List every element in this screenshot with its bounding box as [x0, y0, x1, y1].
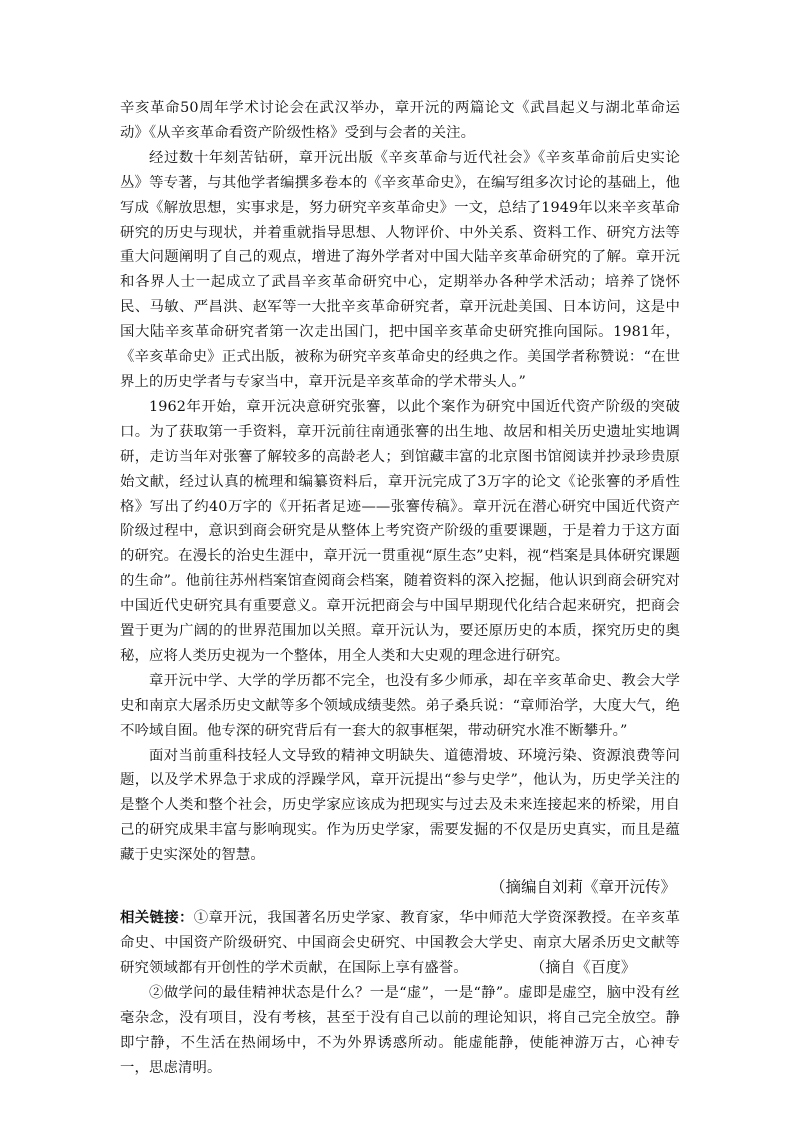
- article-source: （摘编自刘莉《章开沅传》: [489, 879, 676, 897]
- related-link-2: ②做学问的最佳精神状态是什么？一是“虚”，一是“静”。虚即是虚空，脑中没有丝毫杂念，没有项目，没有考核，甚至于没有自己以前的理论知识，将自己完全放空。静即宁静，不生活在热闹场中，不为外界诱惑所动。能虚能静，使能神游万古，心神专一，思虑清明。: [120, 984, 680, 1076]
- paragraph-1: 辛亥革命50周年学术讨论会在武汉举办，章开沅的两篇论文《武昌起义与湖北革命运动》《从辛亥革命看资产阶级性格》受到与会者的关注。: [120, 100, 680, 141]
- paragraph-3: 1962年开始，章开沅决意研究张謇，以此个案作为研究中国近代资产阶级的突破口。为了获取第一手资料，章开沅前往南通张謇的出生地、故居和相关历史遗址实地调研，走访当年对张謇了解较多的高龄老人；到馆藏丰富的北京图书馆阅读并抄录珍贵原始文献，经过认真的梳理和编纂资料后，章开沅完成了3万字的论文《论张謇的矛盾性格》写出了约40万字的《开拓者足迹——张謇传稿》。章开沅在潜心研究中国近代资产阶级过程中，意识到商会研究是从整体上考究资产阶级的重要课题，于是着力于这方面的研究。在漫长的治史生涯中，章开沅一贯重视“原生态”史料，视“档案是具体研究课题的生命”。他前往苏州档案馆查阅商会档案，随着资料的深入挖掘，他认识到商会研究对中国近代史研究具有重要意义。章开沅把商会与中国早期现代化结合起来研究，把商会置于更为广阔的的世界范围加以关照。章开沅认为，要还原历史的本质，探究历史的奥秘，应将人类历史视为一个整体，用全人类和大史观的理念进行研究。: [120, 398, 680, 664]
- related-link-1: [120, 906, 680, 981]
- related-link-1-source: （摘自《百度》: [530, 958, 636, 976]
- paragraph-2: 经过数十年刻苦钻研，章开沅出版《辛亥革命与近代社会》《辛亥革命前后史实论丛》等专著，与其他学者编撰多卷本的《辛亥革命史》，在编写组多次讨论的基础上，他写成《解放思想，实事求是，努力研究辛亥革命史》一文，总结了1949年以来辛亥革命研究的历史与现状，并着重就指导思想、人物评价、中外关系、资料工作、研究方法等重大问题阐明了自己的观点，增进了海外学者对中国大陆辛亥革命研究的了解。章开沅和各界人士一起成立了武昌辛亥革命研究中心，定期举办各种学术活动；培养了饶怀民、马敏、严昌洪、赵军等一大批辛亥革命研究者，章开沅赴美国、日本访问，这是中国大陆辛亥革命研究者第一次走出国门，把中国辛亥革命史研究推向国际。1981年，《辛亥革命史》正式出版，被称为研究辛亥革命史的经典之作。美国学者称赞说：“在世界上的历史学者与专家当中，章开沅是辛亥革命的学术带头人。”: [120, 149, 680, 390]
- paragraph-5: 面对当前重科技轻人文导致的精神文明缺失、道德滑坡、环境污染、资源浪费等问题，以及学术界急于求成的浮躁学风，章开沅提出“参与史学”，他认为，历史学关注的是整个人类和整个社会，历史学家应该成为把现实与过去及未来连接起来的桥梁，用自己的研究成果丰富与影响现实。作为历史学家，需要发掘的不仅是历史真实，而且是蕴藏于史实深处的智慧。: [120, 747, 680, 864]
- related-links-label: 相关链接：: [120, 909, 194, 927]
- paragraph-4: 章开沅中学、大学的学历都不完全，也没有多少师承，却在辛亥革命史、教会大学史和南京大屠杀历史文献等多个领域成绩斐然。弟子桑兵说：“章师治学，大度大气，绝不吟域自囿。他专深的研究背后有一套大的叙事框架，带动研究水准不断攀升。”: [120, 672, 680, 739]
- related-link-1-text: ①章开沅，我国著名历史学家、教育家，华中师范大学资深教授。在辛亥革命史、中国资产阶级研究、中国商会史研究、中国教会大学史、南京大屠杀历史文献等研究领域都有开创性的学术贡献，在国际上享有盛誉。: [120, 910, 680, 976]
- article-body: [120, 96, 680, 1080]
